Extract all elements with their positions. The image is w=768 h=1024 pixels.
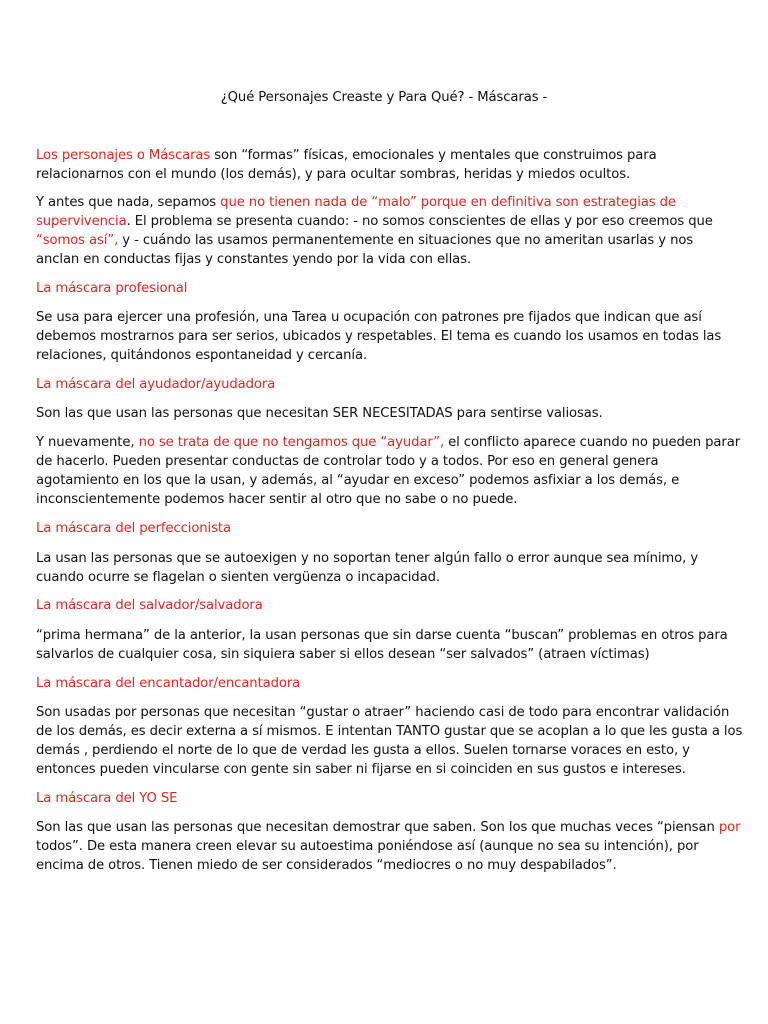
highlighted-text: no se trata de que no tengamos que “ayudar”, xyxy=(138,435,445,450)
section-body-line: Se usa para ejercer una profesión, una Tarea u ocupación con patrones pre fijados que indican que así xyxy=(36,310,702,325)
intro-paragraph-line xyxy=(36,212,713,231)
body-text: Y nuevamente, xyxy=(36,435,139,450)
intro-paragraph-line xyxy=(36,146,657,165)
section-heading-perfeccionista: La máscara del perfeccionista xyxy=(36,521,231,536)
intro-paragraph-line xyxy=(36,231,693,250)
page-title: ¿Qué Personajes Creaste y Para Qué? - Máscaras - xyxy=(220,90,548,105)
highlighted-text: supervivencia xyxy=(36,214,127,229)
highlighted-text: “somos así”, xyxy=(36,233,119,248)
section-heading-profesional: La máscara profesional xyxy=(36,281,188,296)
section-heading-encantador: La máscara del encantador/encantadora xyxy=(36,676,301,691)
section-heading-yo-se: La máscara del YO SE xyxy=(36,791,178,806)
section-body-line: La usan las personas que se autoexigen y no soportan tener algún fallo o error aunque sea mínimo, y xyxy=(36,551,699,566)
section-body-line: todos”. De esta manera creen elevar su autoestima poniéndose así (aunque no sea su intención), por xyxy=(36,839,699,854)
intro-paragraph-line: relacionarnos con el mundo (los demás), y para ocultar sombras, heridas y miedos ocultos. xyxy=(36,167,631,182)
section-body-line: de hacerlo. Pueden presentar conductas de controlar todo y a todos. Por eso en general genera xyxy=(36,454,659,469)
section-body-line: relaciones, quitándonos espontaneidad y cercanía. xyxy=(36,348,368,363)
section-body-line: inconscientemente podemos hacer sentir al otro que no sabe o no puede. xyxy=(36,492,518,507)
body-text: Y antes que nada, sepamos xyxy=(36,195,221,210)
section-body-line: agotamiento en los que la usan, y además, al “ayudar en exceso” podemos asfixiar a los demás, e xyxy=(36,473,680,488)
intro-paragraph-line xyxy=(36,193,676,212)
section-body-line: salvarlos de cualquier cosa, sin siquiera saber si ellos desean “ser salvados” (atraen víctimas) xyxy=(36,647,650,662)
section-body-line xyxy=(36,433,740,452)
body-text: el conflicto aparece cuando no pueden parar xyxy=(444,435,741,450)
section-body-line: Son usadas por personas que necesitan “gustar o atraer” haciendo casi de todo para encontrar validación xyxy=(36,705,730,720)
body-text: son “formas” físicas, emocionales y mentales que construimos para xyxy=(210,148,657,163)
section-body-line: entonces pueden vincularse con gente sin saber ni fijarse en si coinciden en sus gustos e intereses. xyxy=(36,762,686,777)
section-body-line: cuando ocurre se flagelan o sienten vergüenza o incapacidad. xyxy=(36,570,440,585)
section-body-line: de los demás, es decir externa a sí mismos. E intentan TANTO gustar que se acoplan a lo que les gusta a los xyxy=(36,724,743,739)
section-heading-ayudador: La máscara del ayudador/ayudadora xyxy=(36,377,276,392)
section-body-line: demás , perdiendo el norte de lo que de verdad les gusta a ellos. Suelen tornarse voraces en esto, y xyxy=(36,743,690,758)
highlighted-text: Los personajes o Máscaras xyxy=(36,148,211,163)
body-text: . El problema se presenta cuando: - no somos conscientes de ellas y por eso creemos que xyxy=(126,214,713,229)
body-text: Son las que usan las personas que necesitan demostrar que saben. Son los que muchas veces “piensan xyxy=(36,820,719,835)
section-body-line: “prima hermana” de la anterior, la usan personas que sin darse cuenta “buscan” problemas en otros para xyxy=(36,628,728,643)
highlighted-text: por xyxy=(718,820,741,835)
highlighted-text: que no tienen nada de “malo” porque en definitiva son estrategias de xyxy=(220,195,676,210)
section-body-line: encima de otros. Tienen miedo de ser considerados “mediocres o no muy despabilados”. xyxy=(36,858,617,873)
section-body-line xyxy=(36,818,740,837)
body-text: y - cuándo las usamos permanentemente en situaciones que no ameritan usarlas y nos xyxy=(118,233,694,248)
section-heading-salvador: La máscara del salvador/salvadora xyxy=(36,598,263,613)
section-body-line: debemos mostrarnos para ser serios, ubicados y respetables. El tema es cuando los usamos en todas las xyxy=(36,329,722,344)
intro-paragraph-line: anclan en conductas fijas y constantes yendo por la vida con ellas. xyxy=(36,252,471,267)
section-body-line: Son las que usan las personas que necesitan SER NECESITADAS para sentirse valiosas. xyxy=(36,406,603,421)
